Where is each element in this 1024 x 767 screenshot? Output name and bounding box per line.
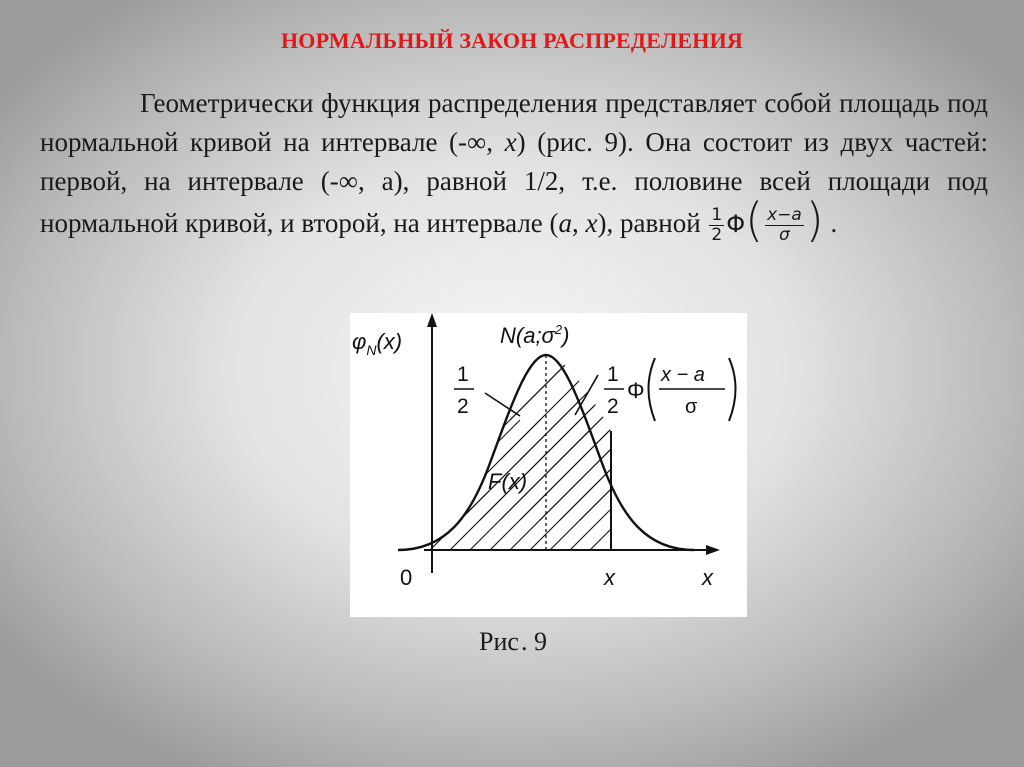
- text-comma: ,: [572, 208, 586, 238]
- curve-label: $N(a;\sigma^2)$: [500, 322, 570, 348]
- argument-numerator: x−a: [767, 205, 802, 226]
- half-denominator: 2: [457, 395, 469, 418]
- area-hatching: [390, 340, 620, 550]
- x-tick-label: x: [604, 565, 615, 590]
- right-right-paren: [729, 358, 736, 421]
- normal-curve-diagram: [350, 313, 747, 617]
- right-left-paren: [649, 358, 656, 421]
- argument-denominator: σ: [779, 225, 790, 246]
- right-arg-denominator: σ: [685, 396, 698, 418]
- right-arg-numerator: x − a: [661, 364, 705, 386]
- right-coef-numerator: 1: [607, 363, 619, 386]
- right-coef-denominator: 2: [607, 395, 619, 418]
- half-numerator: 1: [457, 363, 469, 386]
- right-paren: ): [805, 193, 824, 247]
- y-axis-label: $\varphi_N(x)$: [352, 329, 403, 358]
- phi-symbol: Φ: [726, 210, 746, 238]
- right-phi: Φ: [627, 378, 645, 403]
- argument-fraction: [765, 206, 804, 245]
- body-paragraph: [40, 84, 988, 245]
- text-part-3: ), равной: [597, 208, 708, 238]
- text-x-1: x: [504, 127, 517, 157]
- text-part-1: Геометрически функция распределения представляет собой площадь под нормальной кривой на интервале (-∞,: [40, 88, 988, 157]
- text-x-2: x: [585, 208, 598, 238]
- text-a: a: [558, 208, 573, 238]
- normal-distribution-figure: [350, 313, 747, 617]
- slide-title: НОРМАЛЬНЫЙ ЗАКОН РАСПРЕДЕЛЕНИЯ: [280, 28, 744, 53]
- y-axis-arrow-icon: [427, 313, 437, 327]
- figure-caption: [0, 627, 1024, 657]
- x-axis-arrow-icon: [706, 545, 720, 555]
- x-axis-label: x: [702, 565, 713, 590]
- area-label: F(x): [488, 469, 528, 494]
- half-fraction-numerator: 1: [711, 205, 723, 226]
- text-part-2: ) (рис. 9). Она состоит из двух частей: первой, на интервале (-∞, а), равной 1/2, т.е. половине всей площади под нормальной кривой, и второй, на интервале (: [40, 127, 988, 238]
- caption-suffix: . 9: [520, 627, 547, 656]
- caption-prefix: Рис: [479, 627, 519, 656]
- half-fraction-denominator: 2: [711, 225, 723, 246]
- half-fraction: [709, 206, 724, 245]
- origin-label: 0: [400, 565, 413, 590]
- text-end: .: [830, 208, 838, 238]
- left-paren: (: [745, 193, 764, 247]
